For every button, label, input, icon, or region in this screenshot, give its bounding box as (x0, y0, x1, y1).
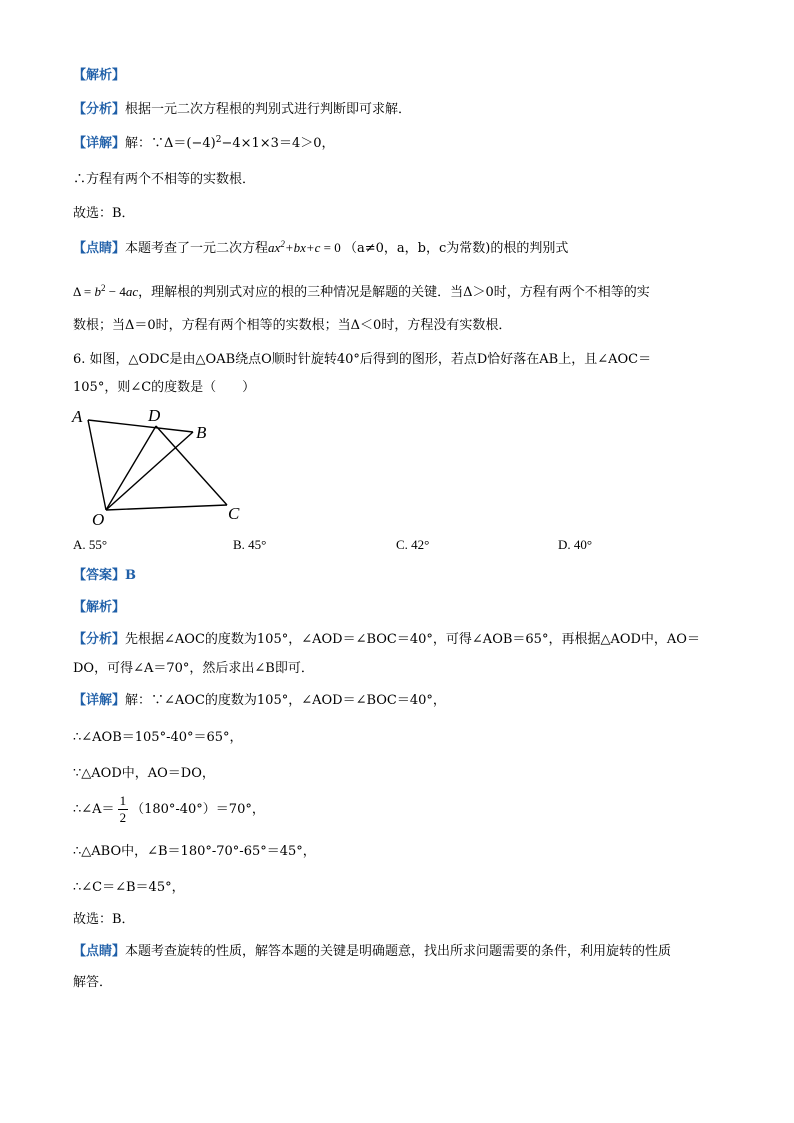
q5-choice: 故选：B． (73, 206, 135, 221)
q6-step-4-post: （180°-40°）＝70°， (131, 802, 265, 817)
q6-option-c: C. 42° (396, 537, 430, 552)
q6-stem-2: 105°，则∠C的度数是（ ） (73, 380, 256, 395)
label-B: B (196, 423, 207, 442)
q6-fenxi-tag: 【分析】 (73, 632, 126, 647)
q6-dianjing-tag: 【点睛】 (73, 944, 126, 959)
q6-step-3: ∵△AOD中，AO＝DO， (73, 766, 215, 781)
q5-dianjing-2 (73, 282, 650, 303)
q6-fenxi-2: DO，可得∠A＝70°，然后求出∠B即可． (73, 661, 314, 676)
q5-fenxi-tag: 【分析】 (73, 102, 126, 117)
q5-jiexi-heading: 【解析】 (73, 68, 126, 83)
segment-OB (106, 432, 193, 510)
q6-answer: 【答案】B (73, 568, 136, 583)
label-O: O (92, 510, 105, 529)
q5-fenxi (73, 100, 411, 120)
q5-dianjing-1 (73, 238, 568, 259)
q6-dianjing-1 (73, 942, 671, 962)
q6-choice: 故选：B． (73, 912, 135, 927)
q5-xiangjie-post: −4×1×3＝4＞0， (221, 136, 335, 151)
q6-step-4-pre: ∴∠A＝ (73, 802, 115, 817)
q6-xiangjie-text-1: 解：∵∠AOC的度数为105°，∠AOD＝∠BOC＝40°， (125, 693, 446, 708)
q5-dianjing-text-2: ，理解根的判别式对应的根的三种情况是解题的关键．当Δ＞0时，方程有两个不相等的实 (138, 285, 650, 300)
q5-xiangjie (73, 134, 335, 154)
q6-fenxi-1 (73, 630, 700, 650)
q6-step-4 (73, 790, 265, 830)
q5-conclusion: ∴方程有两个不相等的实数根． (73, 172, 256, 187)
fraction-denominator: 2 (119, 810, 127, 825)
q6-dianjing-2: 解答． (73, 975, 113, 990)
q6-option-b: B. 45° (233, 537, 267, 552)
q6-geometry-figure (70, 404, 250, 530)
q5-fenxi-text: 根据一元二次方程根的判别式进行判断即可求解． (125, 102, 412, 117)
label-C: C (228, 504, 240, 523)
q6-stem-1: 6. 如图，△ODC是由△OAB绕点O顺时针旋转40°后得到的图形，若点D恰好落在AB上，且∠AOC＝ (73, 352, 652, 367)
segment-OD (106, 426, 156, 510)
segment-AO (88, 420, 106, 510)
q6-step-6: ∴∠C＝∠B＝45°， (73, 880, 185, 895)
q6-option-d: D. 40° (558, 537, 593, 552)
q5-dianjing-tag: 【点睛】 (73, 241, 126, 256)
q5-dianjing-cond: （a≠0，a，b，c为常数)的根的判别式 (344, 241, 569, 256)
q6-xiangjie-1 (73, 691, 446, 711)
segment-DC (156, 426, 227, 505)
label-A: A (72, 407, 83, 426)
q6-fenxi-text-1: 先根据∠AOC的度数为105°，∠AOD＝∠BOC＝40°，可得∠AOB＝65°，再根据△AOD中，AO＝ (125, 632, 700, 647)
q6-jiexi-heading: 【解析】 (73, 600, 126, 615)
segment-OC (106, 505, 227, 510)
q5-dianjing-3: 数根；当Δ＝0时，方程有两个相等的实数根；当Δ＜0时，方程没有实数根． (73, 318, 512, 333)
label-D: D (148, 406, 161, 425)
q5-xiangjie-pre: 解：∵Δ＝(−4) (125, 136, 216, 151)
segment-AB (88, 420, 193, 432)
q5-equals-zero: = 0 (320, 240, 344, 255)
q6-step-5: ∴△ABO中，∠B＝180°-70°-65°＝45°， (73, 844, 316, 859)
q5-dianjing-text-1: 本题考查了一元二次方程 (125, 241, 269, 256)
q5-square-exponent: 2 (215, 135, 222, 145)
q6-xiangjie-tag: 【详解】 (73, 693, 126, 708)
fraction-numerator: 1 (119, 793, 127, 808)
q6-step-2: ∴∠AOB＝105°-40°＝65°， (73, 730, 243, 745)
q5-xiangjie-tag: 【详解】 (73, 136, 126, 151)
q6-option-a: A. 55° (73, 537, 108, 552)
q6-dianjing-text-1: 本题考查旋转的性质，解答本题的关键是明确题意，找出所求问题需要的条件，利用旋转的性质 (125, 944, 672, 959)
q5-quadratic-equation: $ax^2+bx+c$ (268, 239, 321, 255)
q5-discriminant-formula: $\Delta = b^2 - 4ac$ (73, 283, 139, 299)
q6-fraction-half (118, 793, 129, 826)
